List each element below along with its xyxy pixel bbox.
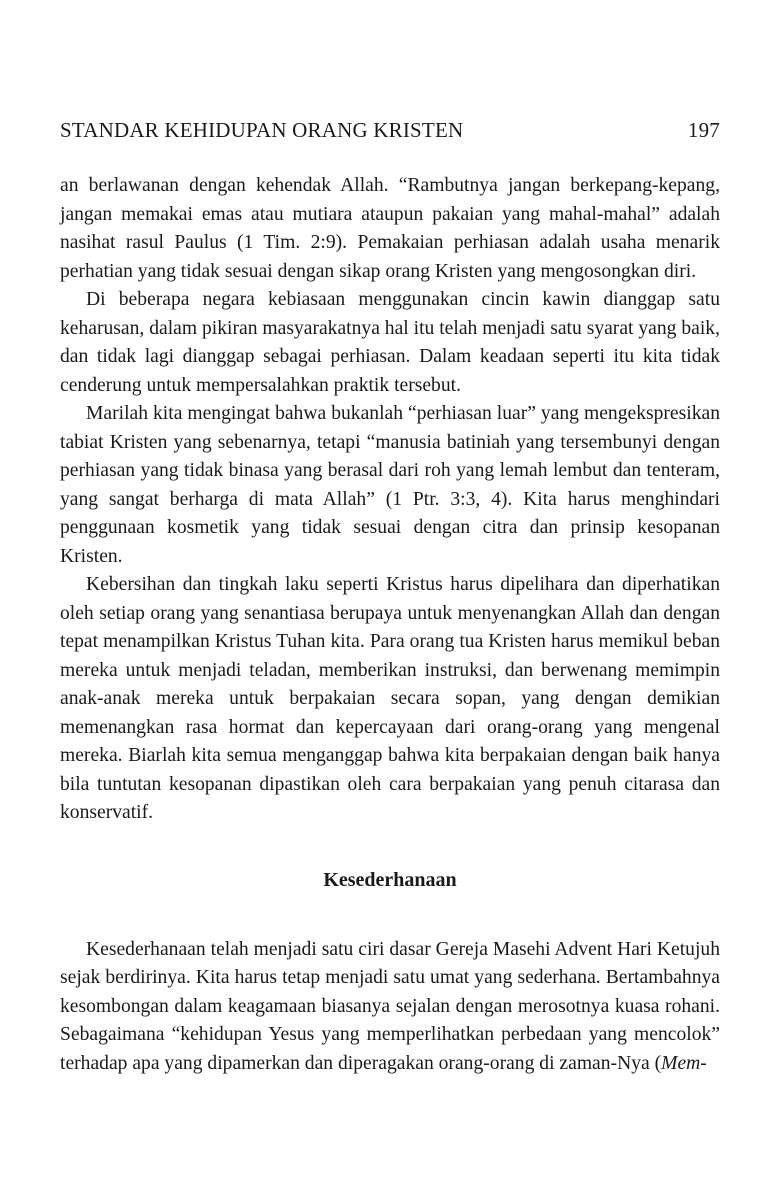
paragraph-continuation: an berlawanan dengan kehendak Allah. “Rambutnya jangan berkepang-kepang, jangan memakai emas atau mutiara ataupun pakaian yang mahal-mahal” adalah nasihat rasul Paulus (1 Tim. 2:9). Pemakaian perhiasan adalah usaha menarik perhatian yang tidak sesuai dengan sikap orang Kristen yang mengosongkan diri. — [60, 175, 720, 282]
page-number: 197 — [687, 118, 720, 142]
paragraph-inner-adornment: Marilah kita mengingat bahwa bukanlah “perhiasan luar” yang mengekspresikan tabiat Kristen yang sebenarnya, tetapi “manusia batiniah yang tersembunyi dengan perhiasan yang tidak binasa yang berasal dari roh yang lemah lembut dan tenteram, yang sangat berharga di mata Allah” (1 Ptr. 3:3, 4). Kita harus menghindari penggunaan kosmetik yang tidak sesuai dengan citra dan prinsip kesopanan Kristen. — [60, 403, 720, 567]
italic-reference: Mem- — [661, 1052, 707, 1074]
section-heading: Kesederhanaan — [323, 868, 457, 891]
running-header — [60, 118, 720, 143]
paragraph-simplicity-text: Kesederhanaan telah menjadi satu ciri dasar Gereja Masehi Advent Hari Ketujuh sejak berdirinya. Kita harus tetap menjadi satu umat yang sederhana. Bertambahnya kesombongan dalam keagamaan biasanya sejalan dengan merosotnya kuasa rohani. Sebagaimana “kehidupan Yesus yang memperlihatkan perbedaan yang mencolok” terhadap apa yang dipamerkan dan diperagakan orang-orang di zaman-Nya ( — [60, 938, 720, 1074]
running-title: STANDAR KEHIDUPAN ORANG KRISTEN — [60, 118, 464, 142]
paragraph-cleanliness: Kebersihan dan tingkah laku seperti Kristus harus dipelihara dan diperhatikan oleh setiap orang yang senantiasa berupaya untuk menyenangkan Allah dan dengan tepat menampilkan Kristus Tuhan kita. Para orang tua Kristen harus memikul beban mereka untuk menjadi teladan, memberikan instruksi, dan berwenang memimpin anak-anak mereka untuk berpakaian secara sopan, yang dengan demikian memenangkan rasa hormat dan kepercayaan dari orang-orang yang mengenal mereka. Biarlah kita semua menganggap bahwa kita berpakaian dengan baik hanya bila tuntutan kesopanan dipastikan oleh cara berpakaian yang penuh citarasa dan konservatif. — [60, 574, 720, 823]
paragraph-simplicity — [60, 936, 720, 1079]
paragraph-wedding-ring: Di beberapa negara kebiasaan menggunakan cincin kawin dianggap satu keharusan, dalam pikiran masyarakatnya hal itu telah menjadi satu syarat yang baik, dan tidak lagi dianggap sebagai perhiasan. Dalam keadaan seperti itu kita tidak cenderung untuk mempersalahkan praktik tersebut. — [60, 289, 720, 396]
page-body — [60, 172, 720, 1078]
